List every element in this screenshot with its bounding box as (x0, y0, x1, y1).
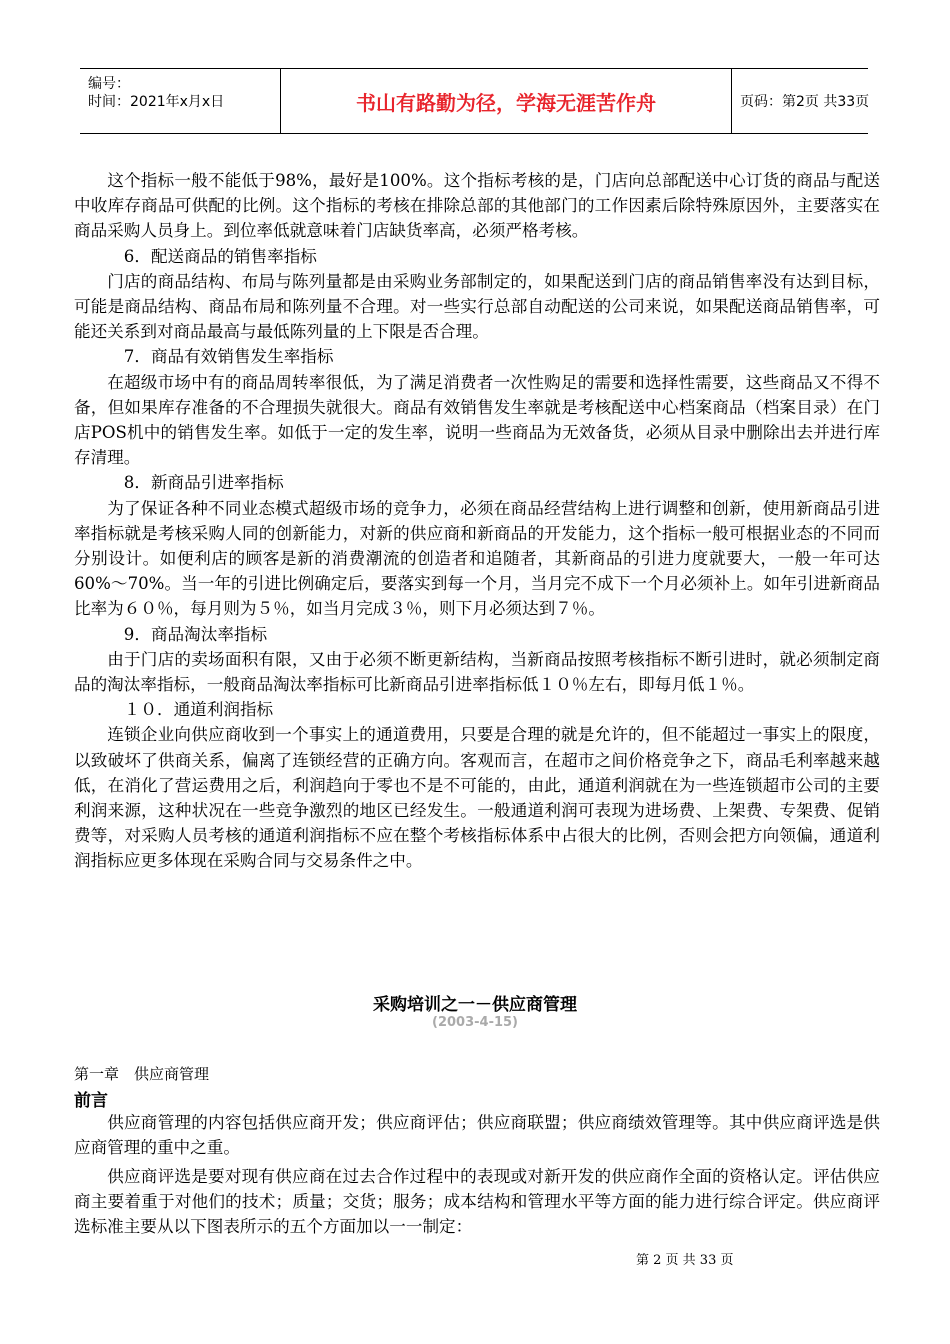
paragraph: 供应商管理的内容包括供应商开发；供应商评估；供应商联盟；供应商绩效管理等。其中供应商评选是供应商管理的重中之重。 (74, 1113, 880, 1157)
chapter-heading: 第一章 供应商管理 (74, 1065, 210, 1083)
paragraph: 连锁企业向供应商收到一个事实上的通道费用，只要是合理的就是允许的，但不能超过一事实上的限度，以致破坏了供商关系，偏离了连锁经营的正确方向。客观而言，在超市之间价格竞争之下，商品毛利率越来越低，在消化了营运费用之后，利润趋向于零也不是不可能的，由此，通道利润就在为一些连锁超市公司的主要利润来源，这种状况在一些竞争激烈的地区已经发生。一般通道利润可表现为进场费、上架费、专架费、促销费等，对采购人员考核的通道利润指标不应在整个考核指标体系中占很大的比例，否则会把方向领偏，通道利润指标应更多体现在采购合同与交易条件之中。 (74, 725, 880, 871)
date-label: 时间：2021年x月x日 (88, 94, 225, 110)
article-title: 采购培训之一－供应商管理 (373, 995, 577, 1015)
paragraph: 由于门店的卖场面积有限，又由于必须不断更新结构，当新商品按照考核指标不断引进时，就必须制定商品的淘汰率指标，一般商品淘汰率指标可比新商品引进率指标低１０％左右，即每月低１％。 (74, 649, 880, 695)
paragraph: 在超级市场中有的商品周转率很低，为了满足消费者一次性购足的需要和选择性需要，这些商品又不得不备，但如果库存准备的不合理损失就很大。商品有效销售发生率就是考核配送中心档案商品（档案目录）在门店POS机中的销售发生率。如低于一定的发生率，说明一些商品为无效备货，必须从目录中删除出去并进行库存清理。 (74, 372, 880, 468)
article-date: (2003-4-15) (432, 1015, 518, 1030)
paragraph: 门店的商品结构、布局与陈列量都是由采购业务部制定的，如果配送到门店的商品销售率没有达到目标，可能是商品结构、商品布局和陈列量不合理。对一些实行总部自动配送的公司来说，如果配送商品销售率，可能还关系到对商品最高与最低陈列量的上下限是否合理。 (74, 271, 880, 342)
subheading: 7．商品有效销售发生率指标 (123, 347, 334, 367)
page-footer: 第 2 页 共 33 页 (636, 1253, 734, 1268)
preface-heading: 前言 (74, 1091, 108, 1111)
page-header (80, 68, 868, 134)
paragraph: 供应商评选是要对现有供应商在过去合作过程中的表现或对新开发的供应商作全面的资格认定。评估供应商主要着重于对他们的技术；质量；交货；服务；成本结构和管理水平等方面的能力进行综合评定。供应商评选标准主要从以下图表所示的五个方面加以一一制定： (74, 1167, 880, 1236)
number-label: 编号： (88, 76, 130, 92)
section-body (74, 168, 880, 874)
subheading: 9．商品淘汰率指标 (123, 624, 268, 644)
subheading: 8．新商品引进率指标 (123, 473, 284, 493)
header-motto: 书山有路勤为径，学海无涯苦作舟 (280, 69, 732, 133)
subheading: １０．通道利润指标 (123, 700, 274, 720)
header-left (80, 69, 280, 133)
paragraph: 这个指标一般不能低于98%，最好是100%。这个指标考核的是，门店向总部配送中心订货的商品与配送中收库存商品可供配的比例。这个指标的考核在排除总部的其他部门的工作因素后除特殊原因外，主要落实在商品采购人员身上。到位率低就意味着门店缺货率高，必须严格考核。 (74, 171, 880, 241)
paragraph: 为了保证各种不同业态模式超级市场的竞争力，必须在商品经营结构上进行调整和创新，使用新商品引进率指标就是考核采购人同的创新能力，对新的供应商和新商品的开发能力，这个指标一般可根据业态的不同而分别设计。如便利店的顾客是新的消费潮流的创造者和追随者，其新商品的引进力度就要大，一般一年可达60%～70%。当一年的引进比例确定后，要落实到每一个月，当月完不成下一个月必须补上。如年引进新商品比率为６０％，每月则为５％，如当月完成３％，则下月必须达到７％。 (74, 498, 880, 619)
subheading: 6．配送商品的销售率指标 (123, 246, 317, 266)
article-body (74, 1110, 880, 1243)
header-page-info: 页码：第2页 共33页 (740, 94, 870, 110)
